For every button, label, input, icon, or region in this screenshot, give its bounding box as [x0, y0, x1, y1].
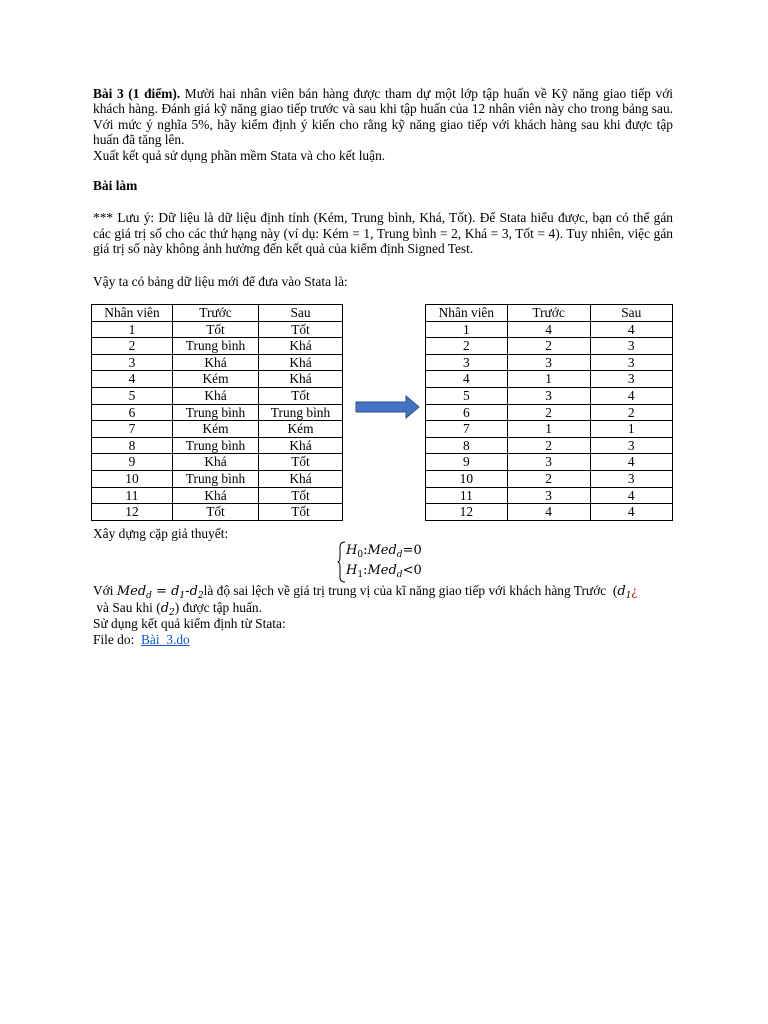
- explanation-prefix: Với: [93, 583, 117, 599]
- table-row: [92, 338, 343, 355]
- header-cell: Sau: [590, 305, 673, 322]
- table-cell: Tốt: [259, 487, 343, 504]
- table-row: [426, 388, 673, 405]
- table-cell: 4: [590, 454, 673, 471]
- table-cell: Khá: [173, 487, 259, 504]
- table-header-row: [92, 305, 343, 322]
- table-cell: 4: [590, 321, 673, 338]
- table-cell: 3: [590, 437, 673, 454]
- table-cell: Tốt: [259, 504, 343, 521]
- stata-line: Sử dụng kết quả kiểm định từ Stata:: [93, 616, 286, 632]
- solution-heading: Bài làm: [93, 178, 138, 194]
- table-row: [426, 504, 673, 521]
- table-cell: Kém: [173, 421, 259, 438]
- table-cell: Khá: [259, 471, 343, 488]
- header-cell: Nhân viên: [426, 305, 508, 322]
- table-row: [426, 404, 673, 421]
- table-cell: 3: [590, 471, 673, 488]
- table-cell: Kém: [259, 421, 343, 438]
- file-label: File do:: [93, 631, 135, 647]
- table-cell: Khá: [173, 354, 259, 371]
- table-cell: 12: [92, 504, 173, 521]
- table-cell: Trung bình: [173, 437, 259, 454]
- formula: $Med_d = d_1-d_2$: [116, 584, 204, 602]
- table-cell: 1: [92, 321, 173, 338]
- table-cell: Khá: [173, 454, 259, 471]
- explanation-line: Với $Med_d = d_1-d_2là$ độ sai lệch về giá trị trung vị của kĩ năng giao tiếp với khách hàng Trước ($d_1¿$: [93, 583, 638, 602]
- table-cell: Tốt: [259, 321, 343, 338]
- table-row: [92, 321, 343, 338]
- table-cell: Khá: [173, 388, 259, 405]
- table-cell: 8: [92, 437, 173, 454]
- hypothesis-intro: Xây dựng cặp giả thuyết:: [93, 526, 229, 542]
- table-cell: 6: [426, 404, 508, 421]
- table-row: [426, 371, 673, 388]
- table-cell: 3: [507, 454, 590, 471]
- table-cell: 3: [92, 354, 173, 371]
- table-cell: 4: [590, 504, 673, 521]
- hypothesis-h0: $H_0:Med_d=0$: [346, 543, 422, 561]
- explanation-middle: là độ sai lệch về giá trị trung vị của kĩ năng giao tiếp với khách hàng Trước: [203, 583, 607, 599]
- table-cell: 2: [92, 338, 173, 355]
- table-cell: Tốt: [173, 321, 259, 338]
- table-cell: Tốt: [259, 388, 343, 405]
- table-cell: 3: [426, 354, 508, 371]
- table-cell: 3: [590, 354, 673, 371]
- table-row: [426, 437, 673, 454]
- table-cell: 7: [426, 421, 508, 438]
- table-cell: 4: [590, 487, 673, 504]
- table-cell: Khá: [259, 371, 343, 388]
- table-cell: Khá: [259, 437, 343, 454]
- table-row: [426, 471, 673, 488]
- table-cell: 1: [507, 371, 590, 388]
- table-cell: 3: [507, 354, 590, 371]
- table-cell: 1: [507, 421, 590, 438]
- table-cell: 12: [426, 504, 508, 521]
- table-cell: 3: [590, 338, 673, 355]
- table-row: [92, 454, 343, 471]
- table-coded: [425, 304, 673, 521]
- header-cell: Sau: [259, 305, 343, 322]
- table-cell: 2: [507, 471, 590, 488]
- problem-title: Bài 3 (1 điểm).: [93, 86, 181, 101]
- table-cell: 11: [92, 487, 173, 504]
- table-intro: Vậy ta có bảng dữ liệu mới để đưa vào Stata là:: [93, 273, 348, 289]
- table-cell: 2: [507, 404, 590, 421]
- table-row: [92, 404, 343, 421]
- table-cell: 3: [590, 371, 673, 388]
- table-row: [92, 437, 343, 454]
- table-cell: 2: [590, 404, 673, 421]
- table-cell: 10: [426, 471, 508, 488]
- table-cell: 6: [92, 404, 173, 421]
- table-row: [426, 338, 673, 355]
- table-row: [92, 354, 343, 371]
- table-row: [92, 504, 343, 521]
- table-cell: 4: [590, 388, 673, 405]
- table-row: [92, 421, 343, 438]
- note-paragraph: *** Lưu ý: Dữ liệu là dữ liệu định tính (Kém, Trung bình, Khá, Tốt). Để Stata hiểu được, bạn có thể gán các giá trị số cho các thứ hạng này (ví dụ: Kém = 1, Trung bình = 2, Khá = 3, Tốt = 4). Tuy nhiên, việc gán giá trị số này không ảnh hưởng đến kết quả của kiểm định Signed Test.: [93, 210, 673, 257]
- file-line: [93, 632, 673, 647]
- problem-paragraph: [93, 86, 673, 148]
- table-cell: Trung bình: [173, 338, 259, 355]
- header-cell: Trước: [507, 305, 590, 322]
- table-cell: 4: [507, 504, 590, 521]
- table-cell: Khá: [259, 354, 343, 371]
- table-row: [92, 371, 343, 388]
- table-row: [92, 487, 343, 504]
- table-cell: Tốt: [173, 504, 259, 521]
- table-cell: 4: [92, 371, 173, 388]
- table-row: [92, 388, 343, 405]
- table-cell: 10: [92, 471, 173, 488]
- table-cell: 3: [507, 388, 590, 405]
- table-header-row: [426, 305, 673, 322]
- table-cell: Kém: [173, 371, 259, 388]
- table-row: [426, 454, 673, 471]
- table-cell: Tốt: [259, 454, 343, 471]
- brace-icon: [337, 541, 346, 583]
- table-cell: Trung bình: [173, 404, 259, 421]
- table-cell: 9: [92, 454, 173, 471]
- table-cell: 2: [426, 338, 508, 355]
- header-cell: Trước: [173, 305, 259, 322]
- tables-area: [93, 304, 673, 526]
- table-original: [91, 304, 343, 521]
- table-cell: 8: [426, 437, 508, 454]
- table-cell: 11: [426, 487, 508, 504]
- table-cell: Trung bình: [259, 404, 343, 421]
- table-cell: 5: [426, 388, 508, 405]
- table-row: [426, 354, 673, 371]
- header-cell: Nhân viên: [92, 305, 173, 322]
- table-cell: Khá: [259, 338, 343, 355]
- table-cell: 7: [92, 421, 173, 438]
- table-cell: 1: [426, 321, 508, 338]
- explanation-tail: và Sau khi $(d_2)$ được tập huấn.: [93, 599, 262, 618]
- table-cell: 4: [426, 371, 508, 388]
- table-cell: 1: [590, 421, 673, 438]
- table-cell: 4: [507, 321, 590, 338]
- file-link[interactable]: Bài_3.do: [141, 631, 190, 647]
- table-cell: 2: [507, 338, 590, 355]
- table-row: [92, 471, 343, 488]
- table-cell: Trung bình: [173, 471, 259, 488]
- problem-instruction: Xuất kết quả sử dụng phần mềm Stata và cho kết luận.: [93, 147, 386, 163]
- table-row: [426, 487, 673, 504]
- table-cell: 9: [426, 454, 508, 471]
- document-page: [93, 86, 673, 647]
- table-cell: 5: [92, 388, 173, 405]
- problem-text: Mười hai nhân viên bán hàng được tham dự một lớp tập huấn về Kỹ năng giao tiếp với khách hàng. Đánh giá kỹ năng giao tiếp trước và sau khi tập huấn của 12 nhân viên này cho trong bảng sau. Với mức ý nghĩa 5%, hãy kiểm định ý kiến cho rằng kỹ năng giao tiếp với khách hàng sau khi được tập huấn đã tăng lên.: [93, 86, 674, 148]
- hypothesis-block: [93, 541, 673, 583]
- hypothesis-h1: $H_1:Med_d<0$: [346, 563, 422, 581]
- table-row: [426, 421, 673, 438]
- arrow-right-icon: [355, 395, 421, 419]
- table-cell: 3: [507, 487, 590, 504]
- table-row: [426, 321, 673, 338]
- table-cell: 2: [507, 437, 590, 454]
